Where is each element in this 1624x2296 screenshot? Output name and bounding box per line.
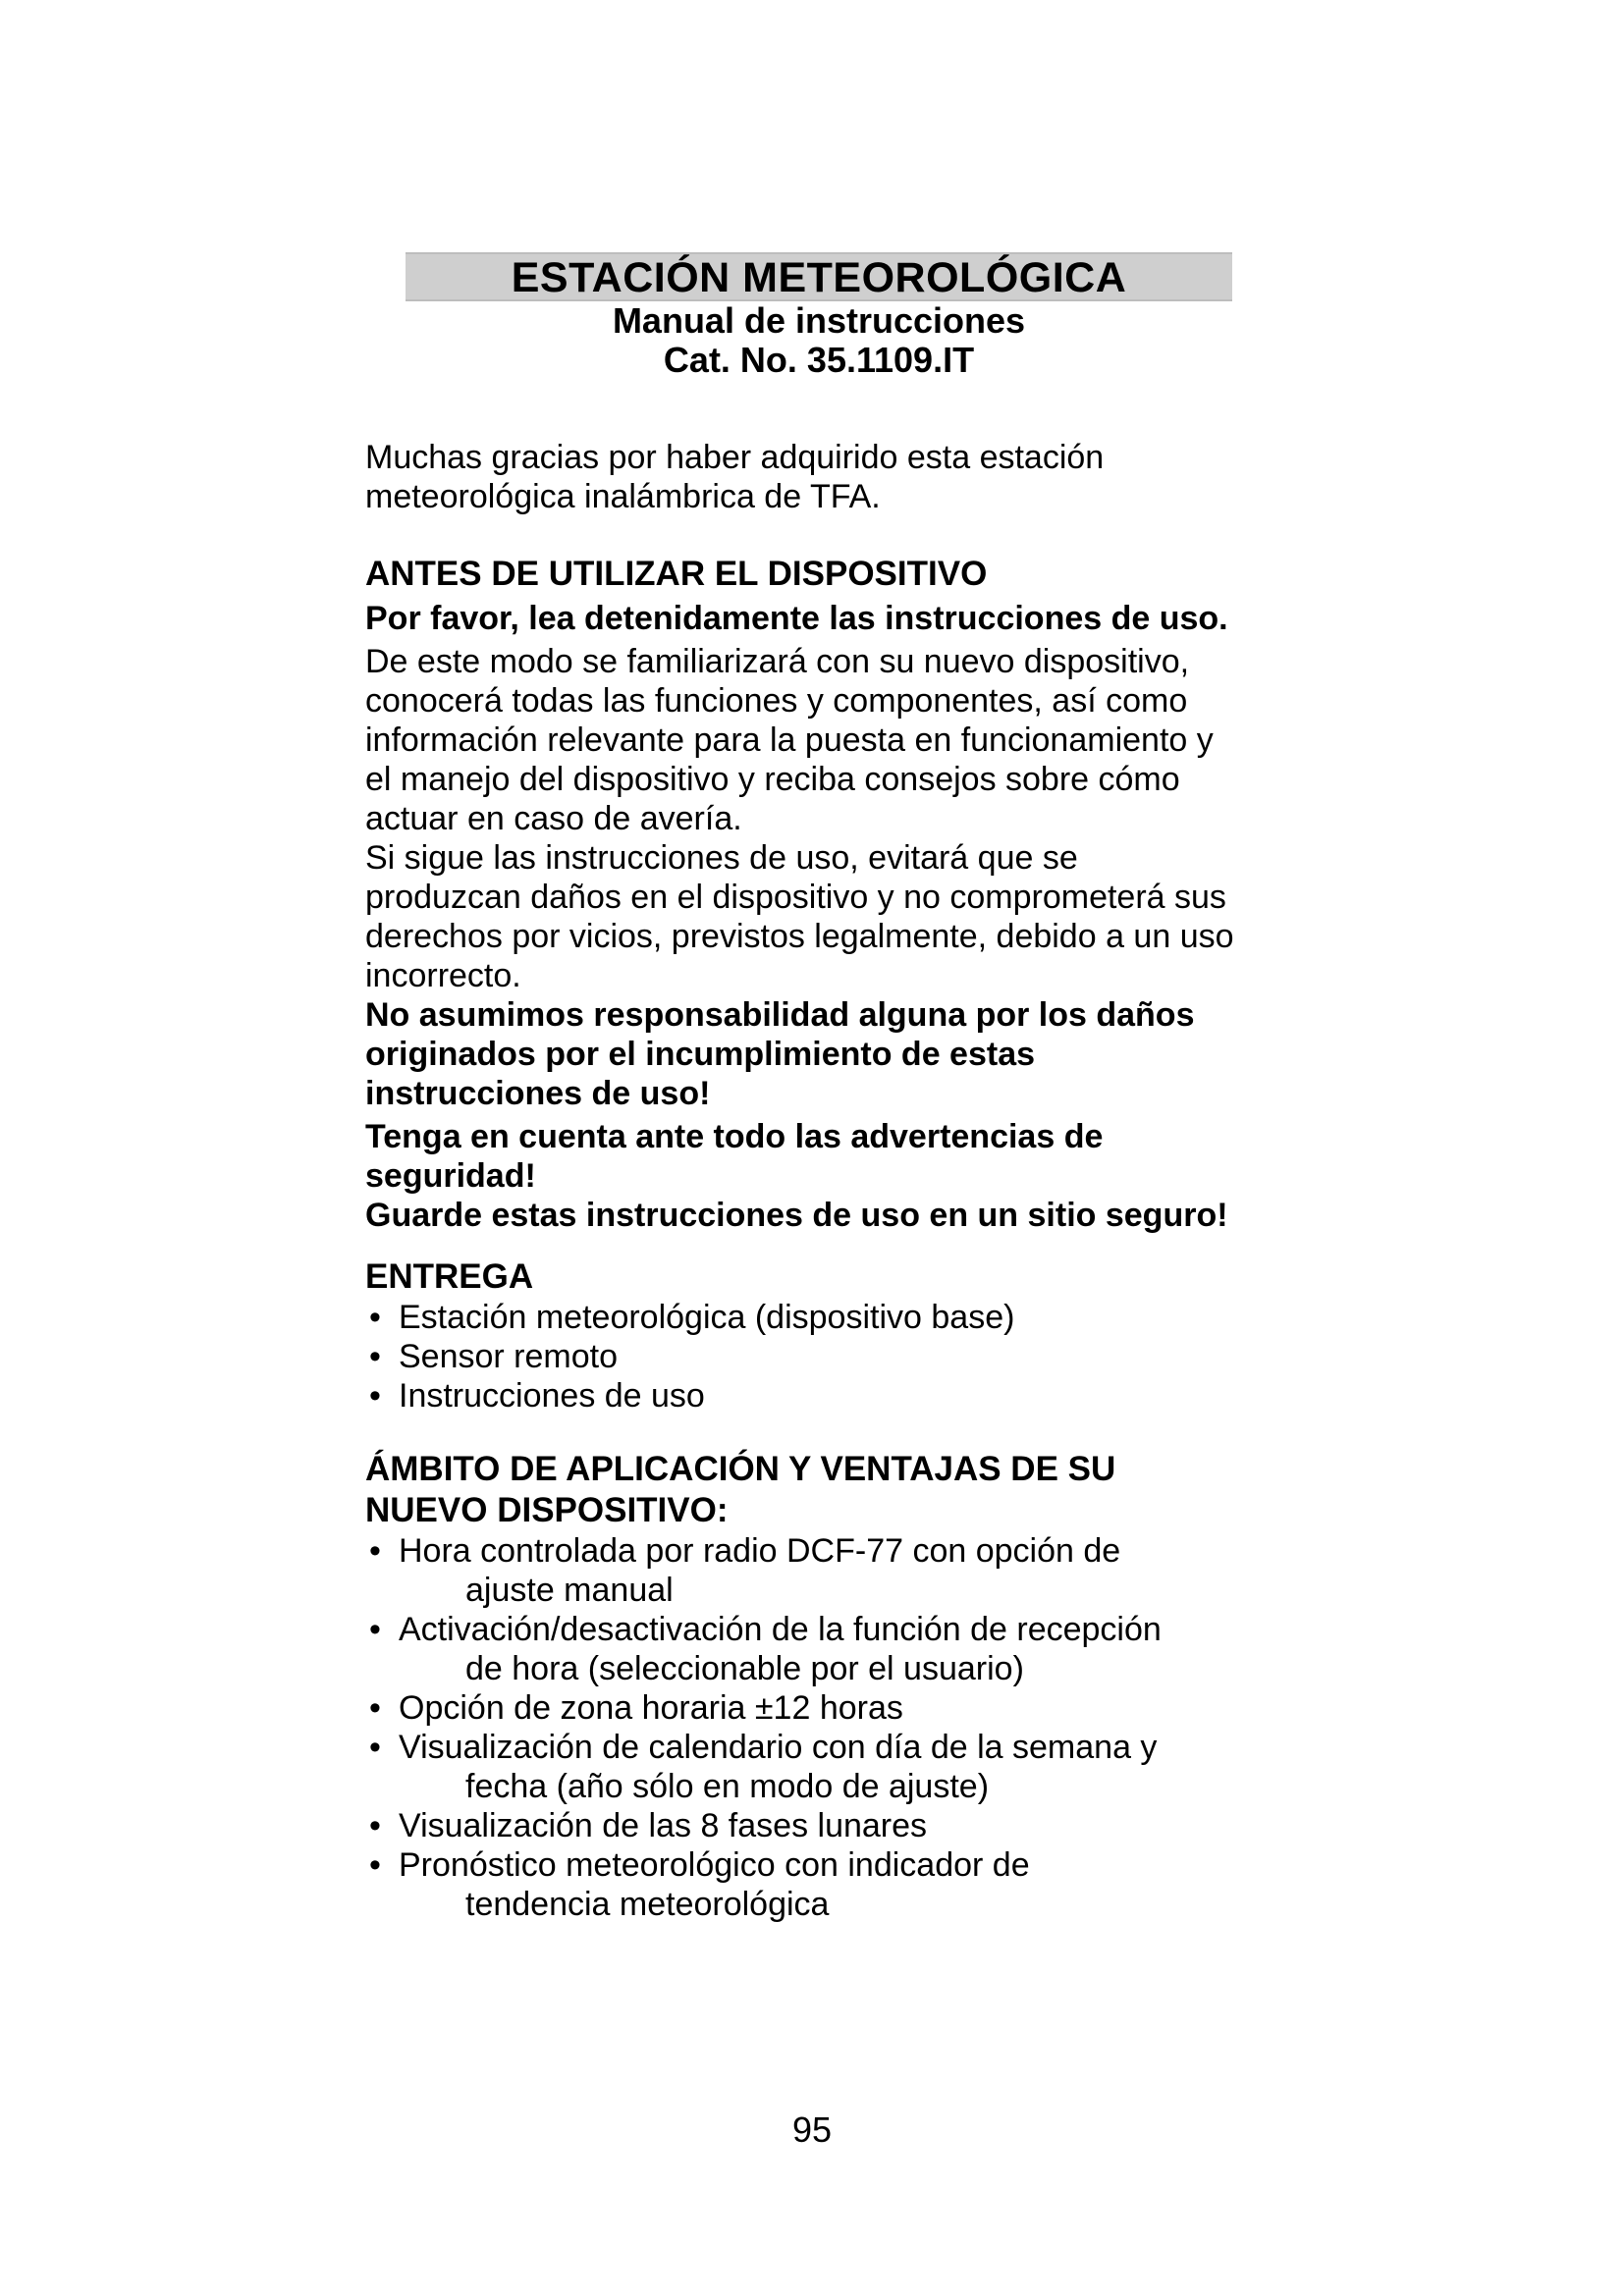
list-item-text: Activación/desactivación de la función de recepción xyxy=(399,1611,1162,1648)
list-item-text: Visualización de calendario con día de la semana y xyxy=(399,1729,1158,1766)
bullet-icon: • xyxy=(369,1807,381,1844)
paragraph-line: actuar en caso de avería. xyxy=(365,800,742,837)
liability-warning xyxy=(365,995,1288,1113)
features-list xyxy=(365,1531,1288,1924)
paragraph-line: conocerá todas las funciones y componentes, así como xyxy=(365,682,1188,720)
safety-warning xyxy=(365,1117,1288,1196)
list-item xyxy=(365,1728,1288,1806)
list-item xyxy=(365,1531,1288,1610)
bullet-icon: • xyxy=(369,1729,381,1766)
list-item-text: Visualización de las 8 fases lunares xyxy=(399,1807,928,1844)
list-item xyxy=(365,1376,1288,1415)
warning-line: seguridad! xyxy=(365,1157,536,1195)
delivery-list xyxy=(365,1298,1288,1415)
warning-line: Tenga en cuenta ante todo las advertencias de xyxy=(365,1118,1104,1155)
section-heading-scope: ÁMBITO DE APLICACIÓN Y VENTAJAS DE SU xyxy=(365,1450,1116,1488)
warning-line: No asumimos responsabilidad alguna por los daños xyxy=(365,996,1195,1034)
list-item xyxy=(365,1337,1288,1376)
list-item xyxy=(365,1298,1288,1337)
list-item-continuation: tendencia meteorológica xyxy=(465,1886,830,1923)
list-item-continuation: fecha (año sólo en modo de ajuste) xyxy=(465,1768,990,1805)
paragraph-line: incorrecto. xyxy=(365,957,521,994)
bullet-icon: • xyxy=(369,1689,381,1727)
list-item-text: Estación meteorológica (dispositivo base) xyxy=(399,1299,1015,1336)
list-item-text: Pronóstico meteorológico con indicador de xyxy=(399,1846,1030,1884)
list-item xyxy=(365,1688,1288,1728)
paragraph-line: información relevante para la puesta en funcionamiento y xyxy=(365,721,1214,759)
paragraph-line: el manejo del dispositivo y reciba consejos sobre cómo xyxy=(365,761,1180,798)
warning-line: instrucciones de uso! xyxy=(365,1075,711,1112)
keep-instructions-warning: Guarde estas instrucciones de uso en un sitio seguro! xyxy=(365,1197,1228,1234)
main-content xyxy=(365,438,1288,1924)
list-item-text: Opción de zona horaria ±12 horas xyxy=(399,1689,903,1727)
list-item-text: Hora controlada por radio DCF-77 con opción de xyxy=(399,1532,1121,1570)
before-use-paragraph-2 xyxy=(365,838,1288,995)
list-item xyxy=(365,1845,1288,1924)
list-item-continuation: de hora (seleccionable por el usuario) xyxy=(465,1650,1024,1687)
paragraph-line: produzcan daños en el dispositivo y no comprometerá sus xyxy=(365,879,1226,916)
document-title: ESTACIÓN METEOROLÓGICA xyxy=(406,252,1232,301)
bullet-icon: • xyxy=(369,1611,381,1648)
section-heading-delivery: ENTREGA xyxy=(365,1257,534,1296)
section-heading-scope-cont: NUEVO DISPOSITIVO: xyxy=(365,1491,729,1529)
list-item-text: Sensor remoto xyxy=(399,1338,618,1375)
bullet-icon: • xyxy=(369,1532,381,1570)
read-instructions-lead: Por favor, lea detenidamente las instrucciones de uso. xyxy=(365,600,1228,637)
document-subtitle: Manual de instrucciones xyxy=(612,300,1026,341)
bullet-icon: • xyxy=(369,1377,381,1415)
paragraph-line: derechos por vicios, previstos legalmente, debido a un uso xyxy=(365,918,1234,955)
page-number: 95 xyxy=(791,2109,833,2150)
bullet-icon: • xyxy=(369,1846,381,1884)
bullet-icon: • xyxy=(369,1338,381,1375)
warning-line: originados por el incumplimiento de estas xyxy=(365,1036,1036,1073)
intro-paragraph xyxy=(365,438,1288,516)
list-item-continuation: ajuste manual xyxy=(465,1572,674,1609)
section-heading-before-use: ANTES DE UTILIZAR EL DISPOSITIVO xyxy=(365,555,988,593)
catalog-number: Cat. No. 35.1109.IT xyxy=(663,340,975,380)
list-item xyxy=(365,1806,1288,1845)
bullet-icon: • xyxy=(369,1299,381,1336)
paragraph-line: Si sigue las instrucciones de uso, evitará que se xyxy=(365,839,1078,877)
intro-line: Muchas gracias por haber adquirido esta estación xyxy=(365,439,1105,476)
before-use-paragraph-1 xyxy=(365,642,1288,838)
intro-line: meteorológica inalámbrica de TFA. xyxy=(365,478,881,515)
list-item-text: Instrucciones de uso xyxy=(399,1377,705,1415)
list-item xyxy=(365,1610,1288,1688)
paragraph-line: De este modo se familiarizará con su nuevo dispositivo, xyxy=(365,643,1190,680)
